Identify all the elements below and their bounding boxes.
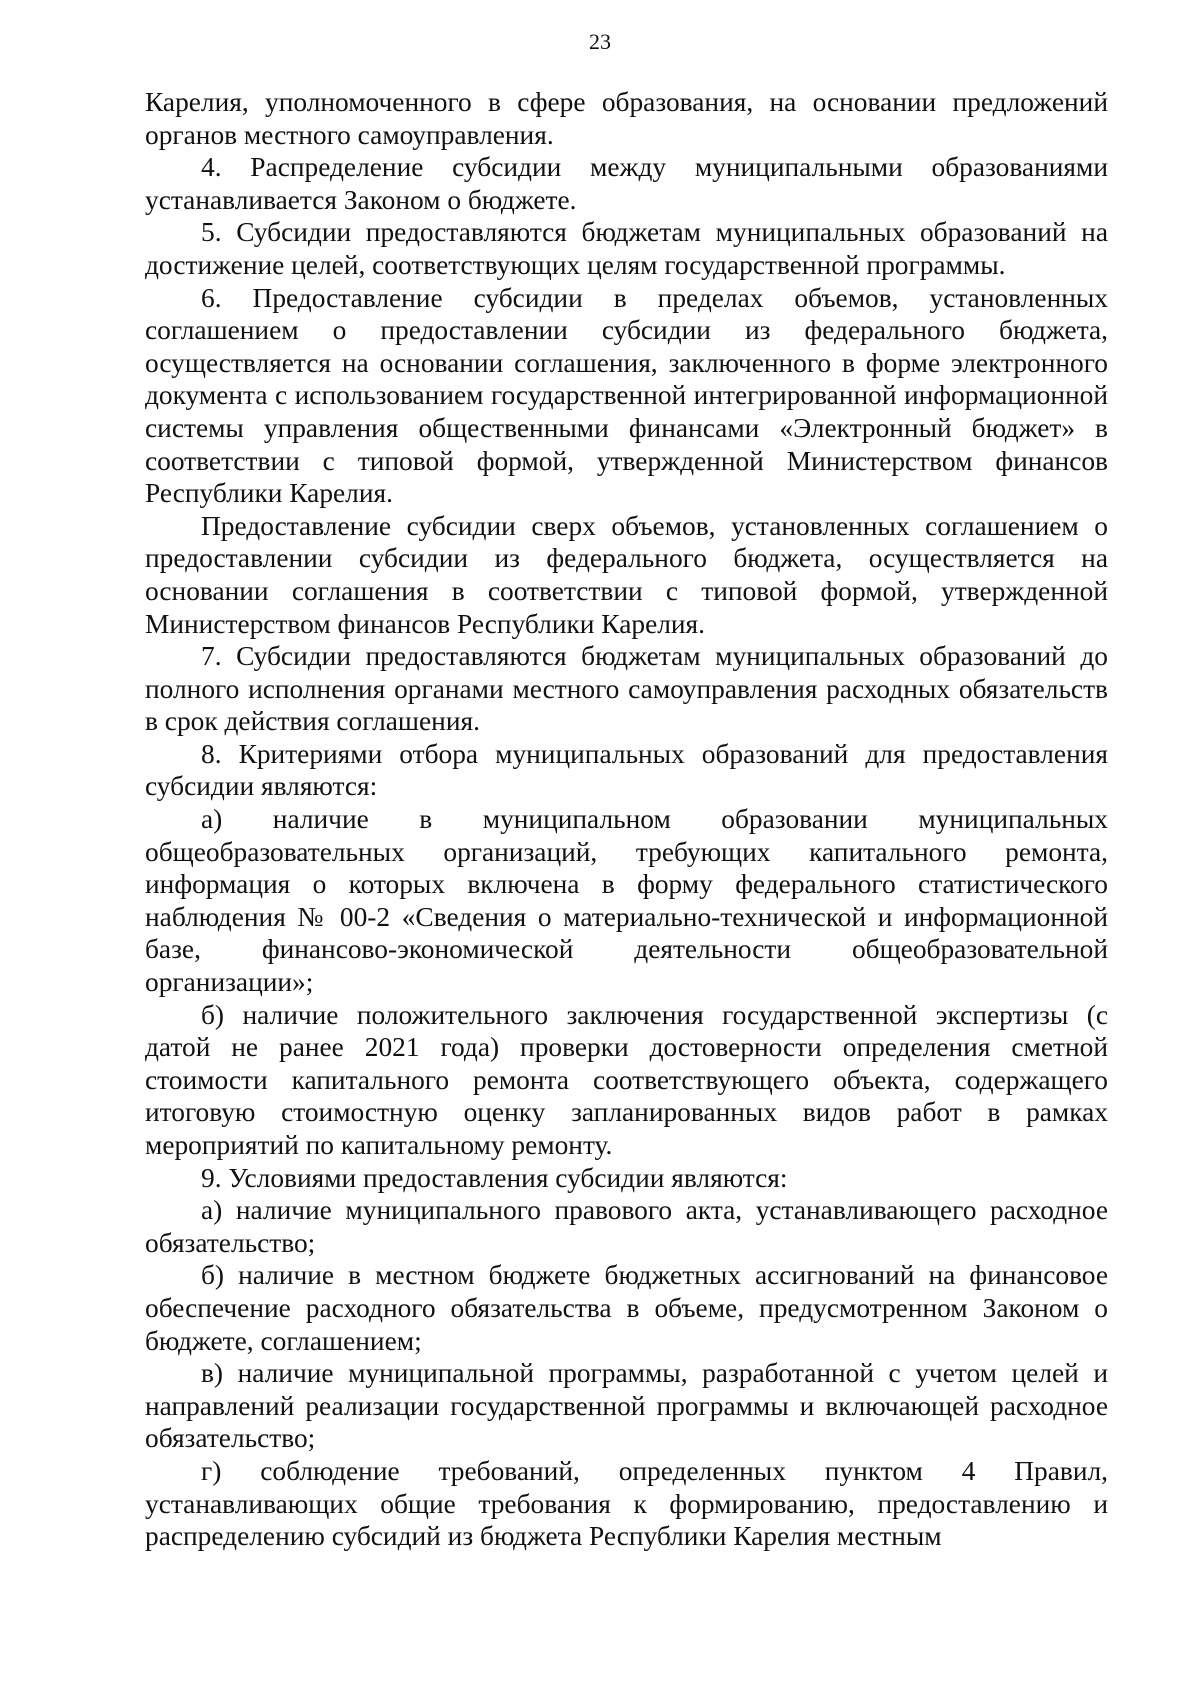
- paragraph-item-8: 8. Критериями отбора муниципальных образований для предоставления субсидии являются:: [145, 738, 1108, 802]
- document-body: [145, 86, 1108, 1553]
- paragraph-item-8a: а) наличие в муниципальном образовании муниципальных общеобразовательных организаций, требующих капитального ремонта, информация о которых включена в форму федерального статистического наблюдения № 00-2 «Сведения о материально-технической и информационной базе, финансово-экономической деятельности общеобразовательной организации»;: [145, 804, 1108, 998]
- paragraph-item-7: 7. Субсидии предоставляются бюджетам муниципальных образований до полного исполнения органами местного самоуправления расходных обязательств в срок действия соглашения.: [145, 641, 1108, 737]
- paragraph-item-9d: г) соблюдение требований, определенных пунктом 4 Правил, устанавливающих общие требования к формированию, предоставлению и распределению субсидий из бюджета Республики Карелия местным: [145, 1455, 1108, 1552]
- paragraph-item-9c: в) наличие муниципальной программы, разработанной с учетом целей и направлений реализации государственной программы и включающей расходное обязательство;: [145, 1358, 1108, 1454]
- paragraph-item-8b: б) наличие положительного заключения государственной экспертизы (с датой не ранее 2021 года) проверки достоверности определения сметной стоимости капитального ремонта соответствующего объекта, содержащего итоговую стоимостную оценку запланированных видов работ в рамках мероприятий по капитальному ремонту.: [145, 999, 1108, 1160]
- page-number: 23: [589, 29, 611, 54]
- paragraph-continuation: Карелия, уполномоченного в сфере образования, на основании предложений органов местного самоуправления.: [145, 87, 1108, 150]
- paragraph-item-6: 6. Предоставление субсидии в пределах объемов, установленных соглашением о предоставлении субсидии из федерального бюджета, осуществляется на основании соглашения, заключенного в форме электронного документа с использованием государственной интегрированной информационной системы управления общественными финансами «Электронный бюджет» в соответствии с типовой формой, утвержденной Министерством финансов Республики Карелия.: [145, 282, 1108, 509]
- paragraph-item-4: 4. Распределение субсидии между муниципальными образованиями устанавливается Законом о бюджете.: [145, 152, 1108, 215]
- paragraph-item-5: 5. Субсидии предоставляются бюджетам муниципальных образований на достижение целей, соответствующих целям государственной программы.: [145, 217, 1108, 280]
- paragraph-item-9: 9. Условиями предоставления субсидии являются:: [201, 1162, 788, 1193]
- paragraph-item-6-continued: Предоставление субсидии сверх объемов, установленных соглашением о предоставлении субсидии из федерального бюджета, осуществляется на основании соглашения в соответствии с типовой формой, утвержденной Министерством финансов Республики Карелия.: [145, 510, 1108, 639]
- paragraph-item-9b: б) наличие в местном бюджете бюджетных ассигнований на финансовое обеспечение расходного обязательства в объеме, предусмотренном Законом о бюджете, соглашением;: [145, 1260, 1108, 1356]
- paragraph-item-9a: а) наличие муниципального правового акта, устанавливающего расходное обязательство;: [145, 1195, 1108, 1258]
